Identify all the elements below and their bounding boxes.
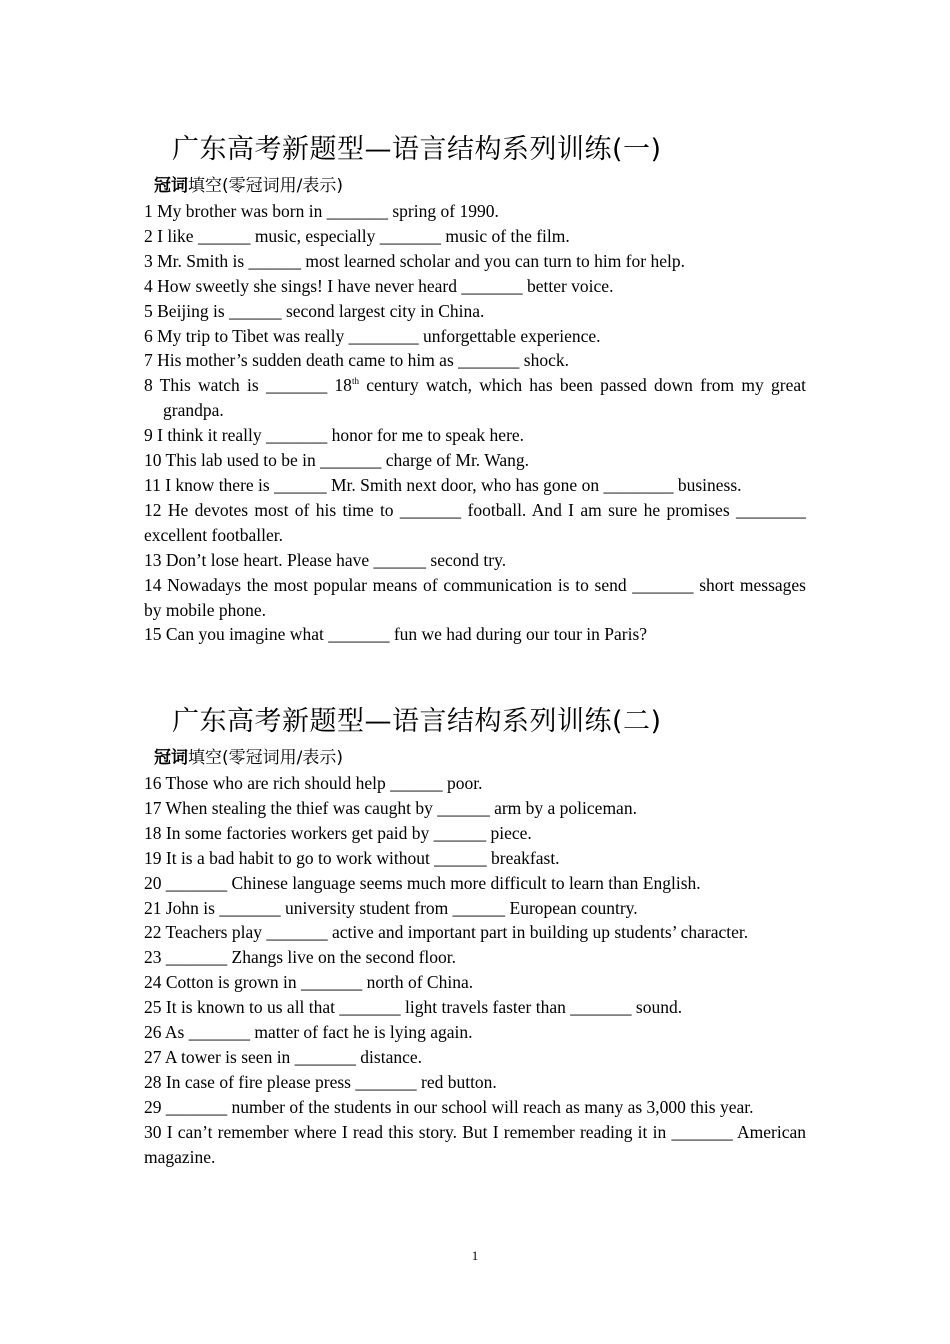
question-item: 24 Cotton is grown in _______ north of China. (144, 972, 474, 993)
instruction-text: 填空(零冠词用/表示) (188, 748, 343, 768)
question-text-end: century watch, which has been passed down from my great grandpa. (163, 375, 806, 421)
question-item: 30 I can’t remember where I read this story. But I remember reading it in _______ American magazine. (144, 1121, 806, 1167)
question-item (144, 373, 806, 423)
question-item: 13 Don’t lose heart. Please have ______ second try. (144, 549, 507, 570)
question-item: 11 I know there is ______ Mr. Smith next door, who has gone on ________ business. (144, 474, 742, 495)
exercise-section-2 (144, 702, 806, 1170)
question-item: 17 When stealing the thief was caught by ______ arm by a policeman. (144, 797, 637, 818)
section-title: 广东高考新题型—语言结构系列训练(二) (172, 706, 662, 737)
question-item: 14 Nowadays the most popular means of communication is to send _______ short messages by mobile phone. (144, 574, 806, 620)
question-item: 29 _______ number of the students in our school will reach as many as 3,000 this year. (144, 1096, 754, 1117)
question-item: 18 In some factories workers get paid by ______ piece. (144, 822, 532, 843)
question-item: 21 John is _______ university student from ______ European country. (144, 897, 638, 918)
ordinal-suffix: th (351, 376, 359, 387)
section-title: 广东高考新题型—语言结构系列训练(一) (172, 134, 662, 165)
question-item: 23 _______ Zhangs live on the second floor. (144, 947, 457, 968)
instruction-keyword: 冠词 (154, 176, 188, 196)
question-item: 10 This lab used to be in _______ charge of Mr. Wang. (144, 450, 529, 471)
question-list (144, 199, 806, 647)
question-item: 7 His mother’s sudden death came to him as _______ shock. (144, 350, 569, 371)
question-item: 20 _______ Chinese language seems much more difficult to learn than English. (144, 872, 701, 893)
question-item: 19 It is a bad habit to go to work without ______ breakfast. (144, 847, 560, 868)
question-item: 2 I like ______ music, especially _______ music of the film. (144, 225, 570, 246)
instruction-keyword: 冠词 (154, 748, 188, 768)
question-item: 5 Beijing is ______ second largest city in China. (144, 300, 485, 321)
question-item: 6 My trip to Tibet was really ________ unforgettable experience. (144, 325, 601, 346)
question-item: 25 It is known to us all that _______ light travels faster than _______ sound. (144, 997, 683, 1018)
question-item: 22 Teachers play _______ active and important part in building up students’ character. (144, 922, 749, 943)
exercise-section-1 (144, 130, 806, 647)
instruction-text: 填空(零冠词用/表示) (188, 176, 343, 196)
question-item: 4 How sweetly she sings! I have never heard _______ better voice. (144, 275, 614, 296)
question-item: 28 In case of fire please press _______ red button. (144, 1071, 497, 1092)
section-instruction (154, 174, 806, 199)
question-item: 1 My brother was born in _______ spring of 1990. (144, 201, 499, 221)
question-item: 16 Those who are rich should help ______ poor. (144, 773, 483, 793)
question-item: 12 He devotes most of his time to _______ football. And I am sure he promises ________ excellent footballer. (144, 499, 806, 545)
question-item: 27 A tower is seen in _______ distance. (144, 1046, 423, 1067)
question-item: 26 As _______ matter of fact he is lying again. (144, 1022, 473, 1043)
question-list (144, 771, 806, 1170)
question-item: 9 I think it really _______ honor for me to speak here. (144, 425, 525, 446)
question-text-start: 8 This watch is _______ 18 (144, 375, 352, 396)
section-instruction (154, 746, 806, 771)
question-item: 3 Mr. Smith is ______ most learned scholar and you can turn to him for help. (144, 250, 685, 271)
page-number: 1 (471, 1248, 479, 1263)
question-item: 15 Can you imagine what _______ fun we had during our tour in Paris? (144, 624, 648, 645)
